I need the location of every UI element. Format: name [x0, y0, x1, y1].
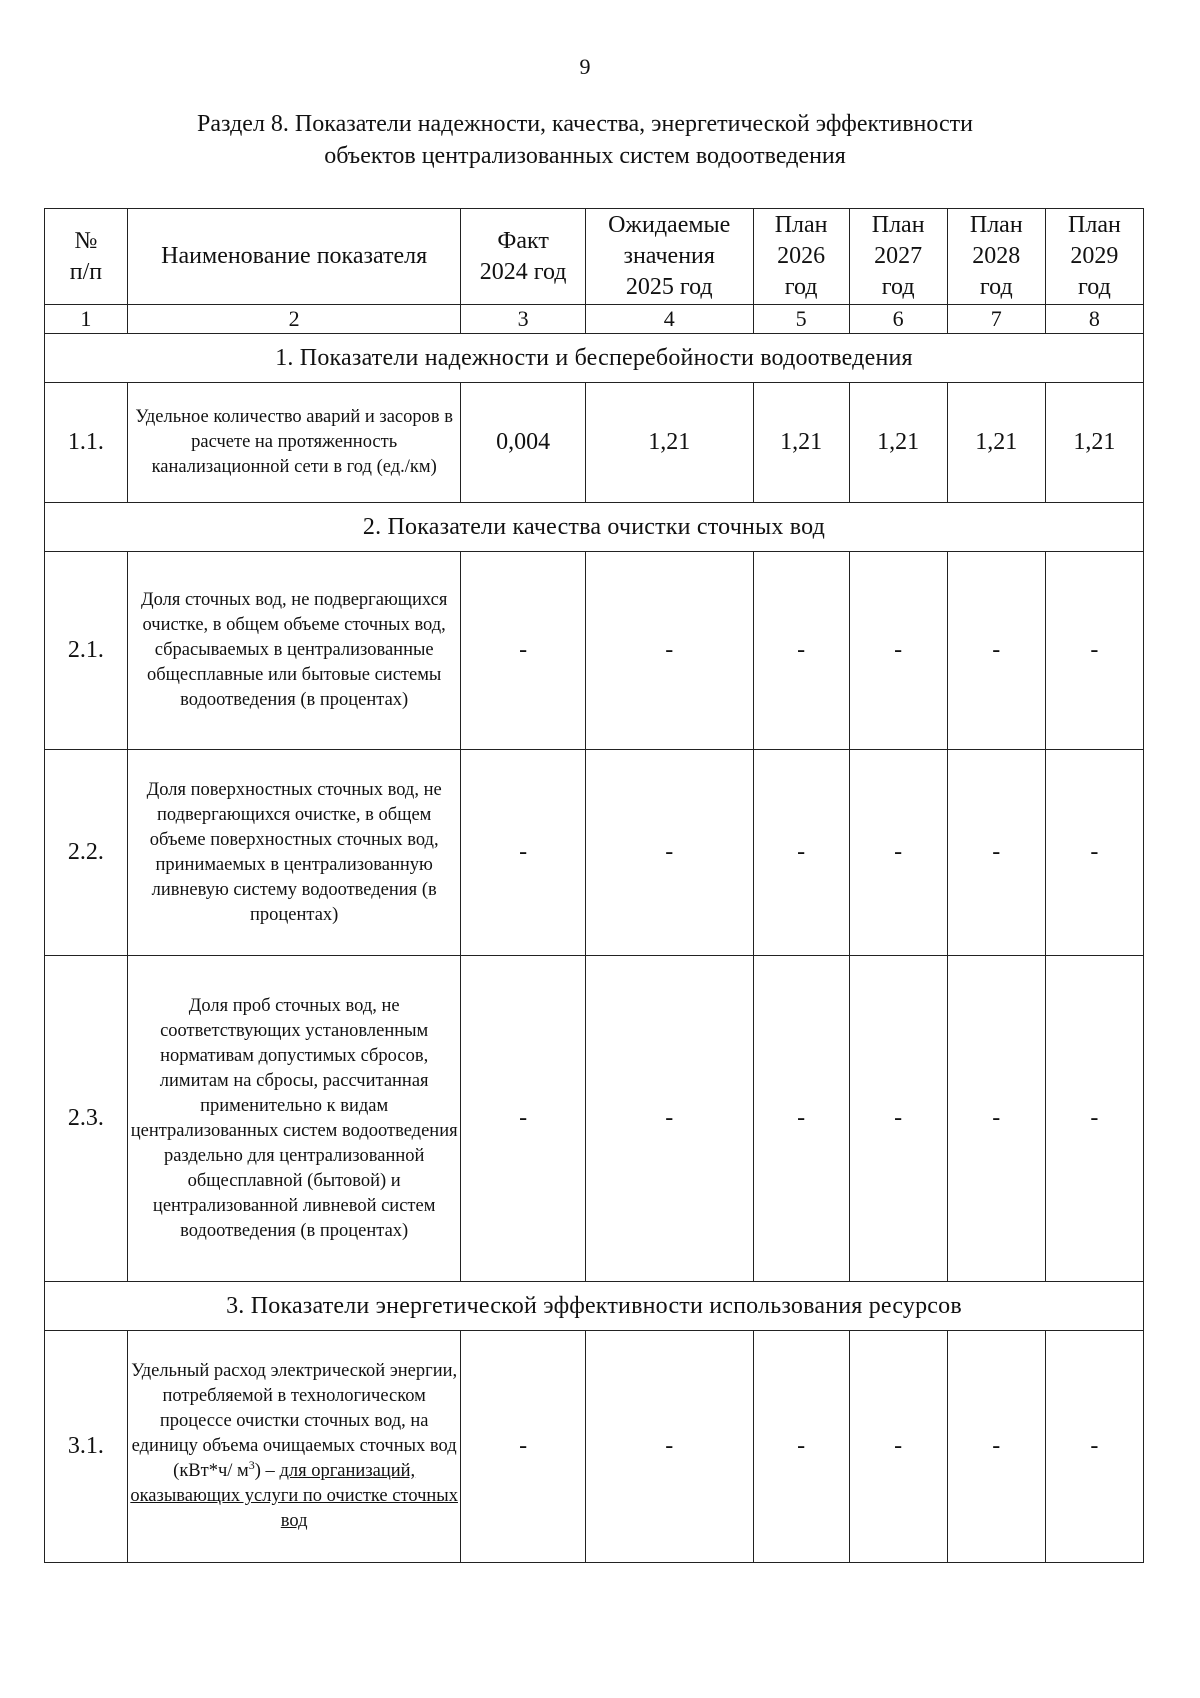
header-fact-line: Факт: [497, 227, 549, 254]
table-row-2-1: [45, 552, 1144, 750]
column-number: 3: [461, 305, 585, 334]
header-fact-2024: [461, 209, 585, 305]
superscript-three: 3: [248, 1457, 255, 1472]
value-cell: -: [753, 552, 849, 750]
header-plan-2026: [753, 209, 849, 305]
section-title: [60, 108, 1110, 172]
row-number: 2.2.: [45, 750, 128, 956]
column-number: 7: [947, 305, 1045, 334]
value-cell: -: [461, 552, 585, 750]
value-cell: -: [461, 1331, 585, 1563]
value-cell: -: [947, 956, 1045, 1282]
row-number: 2.3.: [45, 956, 128, 1282]
header-plan-line: 2029: [1070, 243, 1119, 269]
header-plan-line: год: [784, 274, 818, 300]
section-heading-1: 1. Показатели надежности и бесперебойности водоотведения: [45, 334, 1144, 383]
indicator-name: Доля поверхностных сточных вод, не подвергающихся очистке, в общем объеме поверхностных сточных вод, принимаемых в централизованную ливневую систему водоотведения (в процентах): [127, 750, 461, 956]
value-cell: 1,21: [753, 383, 849, 503]
column-number: 8: [1045, 305, 1143, 334]
column-number: 5: [753, 305, 849, 334]
value-cell: -: [849, 956, 947, 1282]
column-number: 2: [127, 305, 461, 334]
table-row-3-1: [45, 1331, 1144, 1563]
header-plan-line: План: [871, 212, 925, 238]
value-cell: 0,004: [461, 383, 585, 503]
header-plan-line: 2027: [874, 243, 923, 269]
table-row-1-1: [45, 383, 1144, 503]
section-heading-2: 2. Показатели качества очистки сточных вод: [45, 503, 1144, 552]
header-plan-line: год: [979, 274, 1013, 300]
value-cell: -: [1045, 552, 1143, 750]
value-cell: -: [585, 956, 753, 1282]
section-row: [45, 334, 1144, 383]
row-number: 1.1.: [45, 383, 128, 503]
value-cell: -: [585, 750, 753, 956]
header-expected-line: 2025 год: [625, 274, 713, 300]
header-expected-2025: [585, 209, 753, 305]
value-cell: -: [1045, 956, 1143, 1282]
header-row: [45, 209, 1144, 305]
row-number: 2.1.: [45, 552, 128, 750]
value-cell: -: [1045, 1331, 1143, 1563]
header-plan-line: 2026: [777, 243, 826, 269]
value-cell: 1,21: [1045, 383, 1143, 503]
indicator-name: Доля сточных вод, не подвергающихся очистке, в общем объеме сточных вод, сбрасываемых в централизованные общесплавные или бытовые системы водоотведения (в процентах): [127, 552, 461, 750]
header-expected-line: значения: [623, 243, 715, 269]
value-cell: -: [947, 750, 1045, 956]
column-number: 6: [849, 305, 947, 334]
section-heading-3: 3. Показатели энергетической эффективности использования ресурсов: [45, 1282, 1144, 1331]
value-cell: -: [753, 750, 849, 956]
value-cell: -: [753, 1331, 849, 1563]
header-plan-line: План: [1068, 212, 1121, 238]
page-number: 9: [579, 54, 591, 79]
section-row: [45, 1282, 1144, 1331]
header-num: [45, 209, 128, 305]
value-cell: -: [849, 1331, 947, 1563]
value-cell: -: [849, 750, 947, 956]
indicator-name-text: ) –: [254, 1461, 280, 1481]
value-cell: 1,21: [947, 383, 1045, 503]
indicator-name: [127, 1331, 461, 1563]
indicator-name-text: Удельный расход электрической энергии, потребляемой в технологическом процессе очистки сточных вод, на единицу объема очищаемых сточных вод (кВт*ч/ м: [131, 1361, 458, 1481]
indicator-name-underlined: для организаций, оказывающих услуги по очистке сточных вод: [130, 1461, 458, 1531]
header-name: [127, 209, 461, 305]
value-cell: -: [461, 750, 585, 956]
header-name-line: Наименование показателя: [161, 243, 428, 269]
row-number: 3.1.: [45, 1331, 128, 1563]
value-cell: -: [1045, 750, 1143, 956]
section-title-line1: Раздел 8. Показатели надежности, качества, энергетической эффективности: [197, 111, 973, 137]
table-row-2-3: [45, 956, 1144, 1282]
header-fact-line: 2024 год: [479, 258, 567, 285]
value-cell: -: [461, 956, 585, 1282]
value-cell: -: [947, 552, 1045, 750]
indicators-table: [44, 208, 1144, 1563]
header-expected-line: Ожидаемые: [608, 212, 731, 238]
value-cell: -: [585, 1331, 753, 1563]
value-cell: 1,21: [849, 383, 947, 503]
column-number: 1: [45, 305, 128, 334]
value-cell: -: [753, 956, 849, 1282]
value-cell: -: [585, 552, 753, 750]
value-cell: -: [849, 552, 947, 750]
column-number-row: [45, 305, 1144, 334]
section-title-line2: объектов централизованных систем водоотведения: [324, 143, 846, 169]
value-cell: 1,21: [585, 383, 753, 503]
header-num-line: п/п: [69, 258, 103, 285]
indicator-name: Удельное количество аварий и засоров в расчете на протяженность канализационной сети в год (ед./км): [127, 383, 461, 503]
header-plan-line: План: [774, 212, 828, 238]
header-plan-line: План: [969, 212, 1023, 238]
header-plan-2027: [849, 209, 947, 305]
header-plan-line: 2028: [972, 243, 1021, 269]
header-plan-2029: [1045, 209, 1143, 305]
indicator-name: Доля проб сточных вод, не соответствующих установленным нормативам допустимых сбросов, лимитам на сбросы, рассчитанная применительно к видам централизованных систем водоотведения раздельно для централизованной общесплавной (бытовой) и централизованной ливневой систем водоотведения (в процентах): [127, 956, 461, 1282]
column-number: 4: [585, 305, 753, 334]
header-plan-2028: [947, 209, 1045, 305]
header-plan-line: год: [881, 274, 915, 300]
header-plan-line: год: [1078, 274, 1111, 300]
table-row-2-2: [45, 750, 1144, 956]
value-cell: -: [947, 1331, 1045, 1563]
section-row: [45, 503, 1144, 552]
header-num-line: №: [74, 227, 98, 254]
